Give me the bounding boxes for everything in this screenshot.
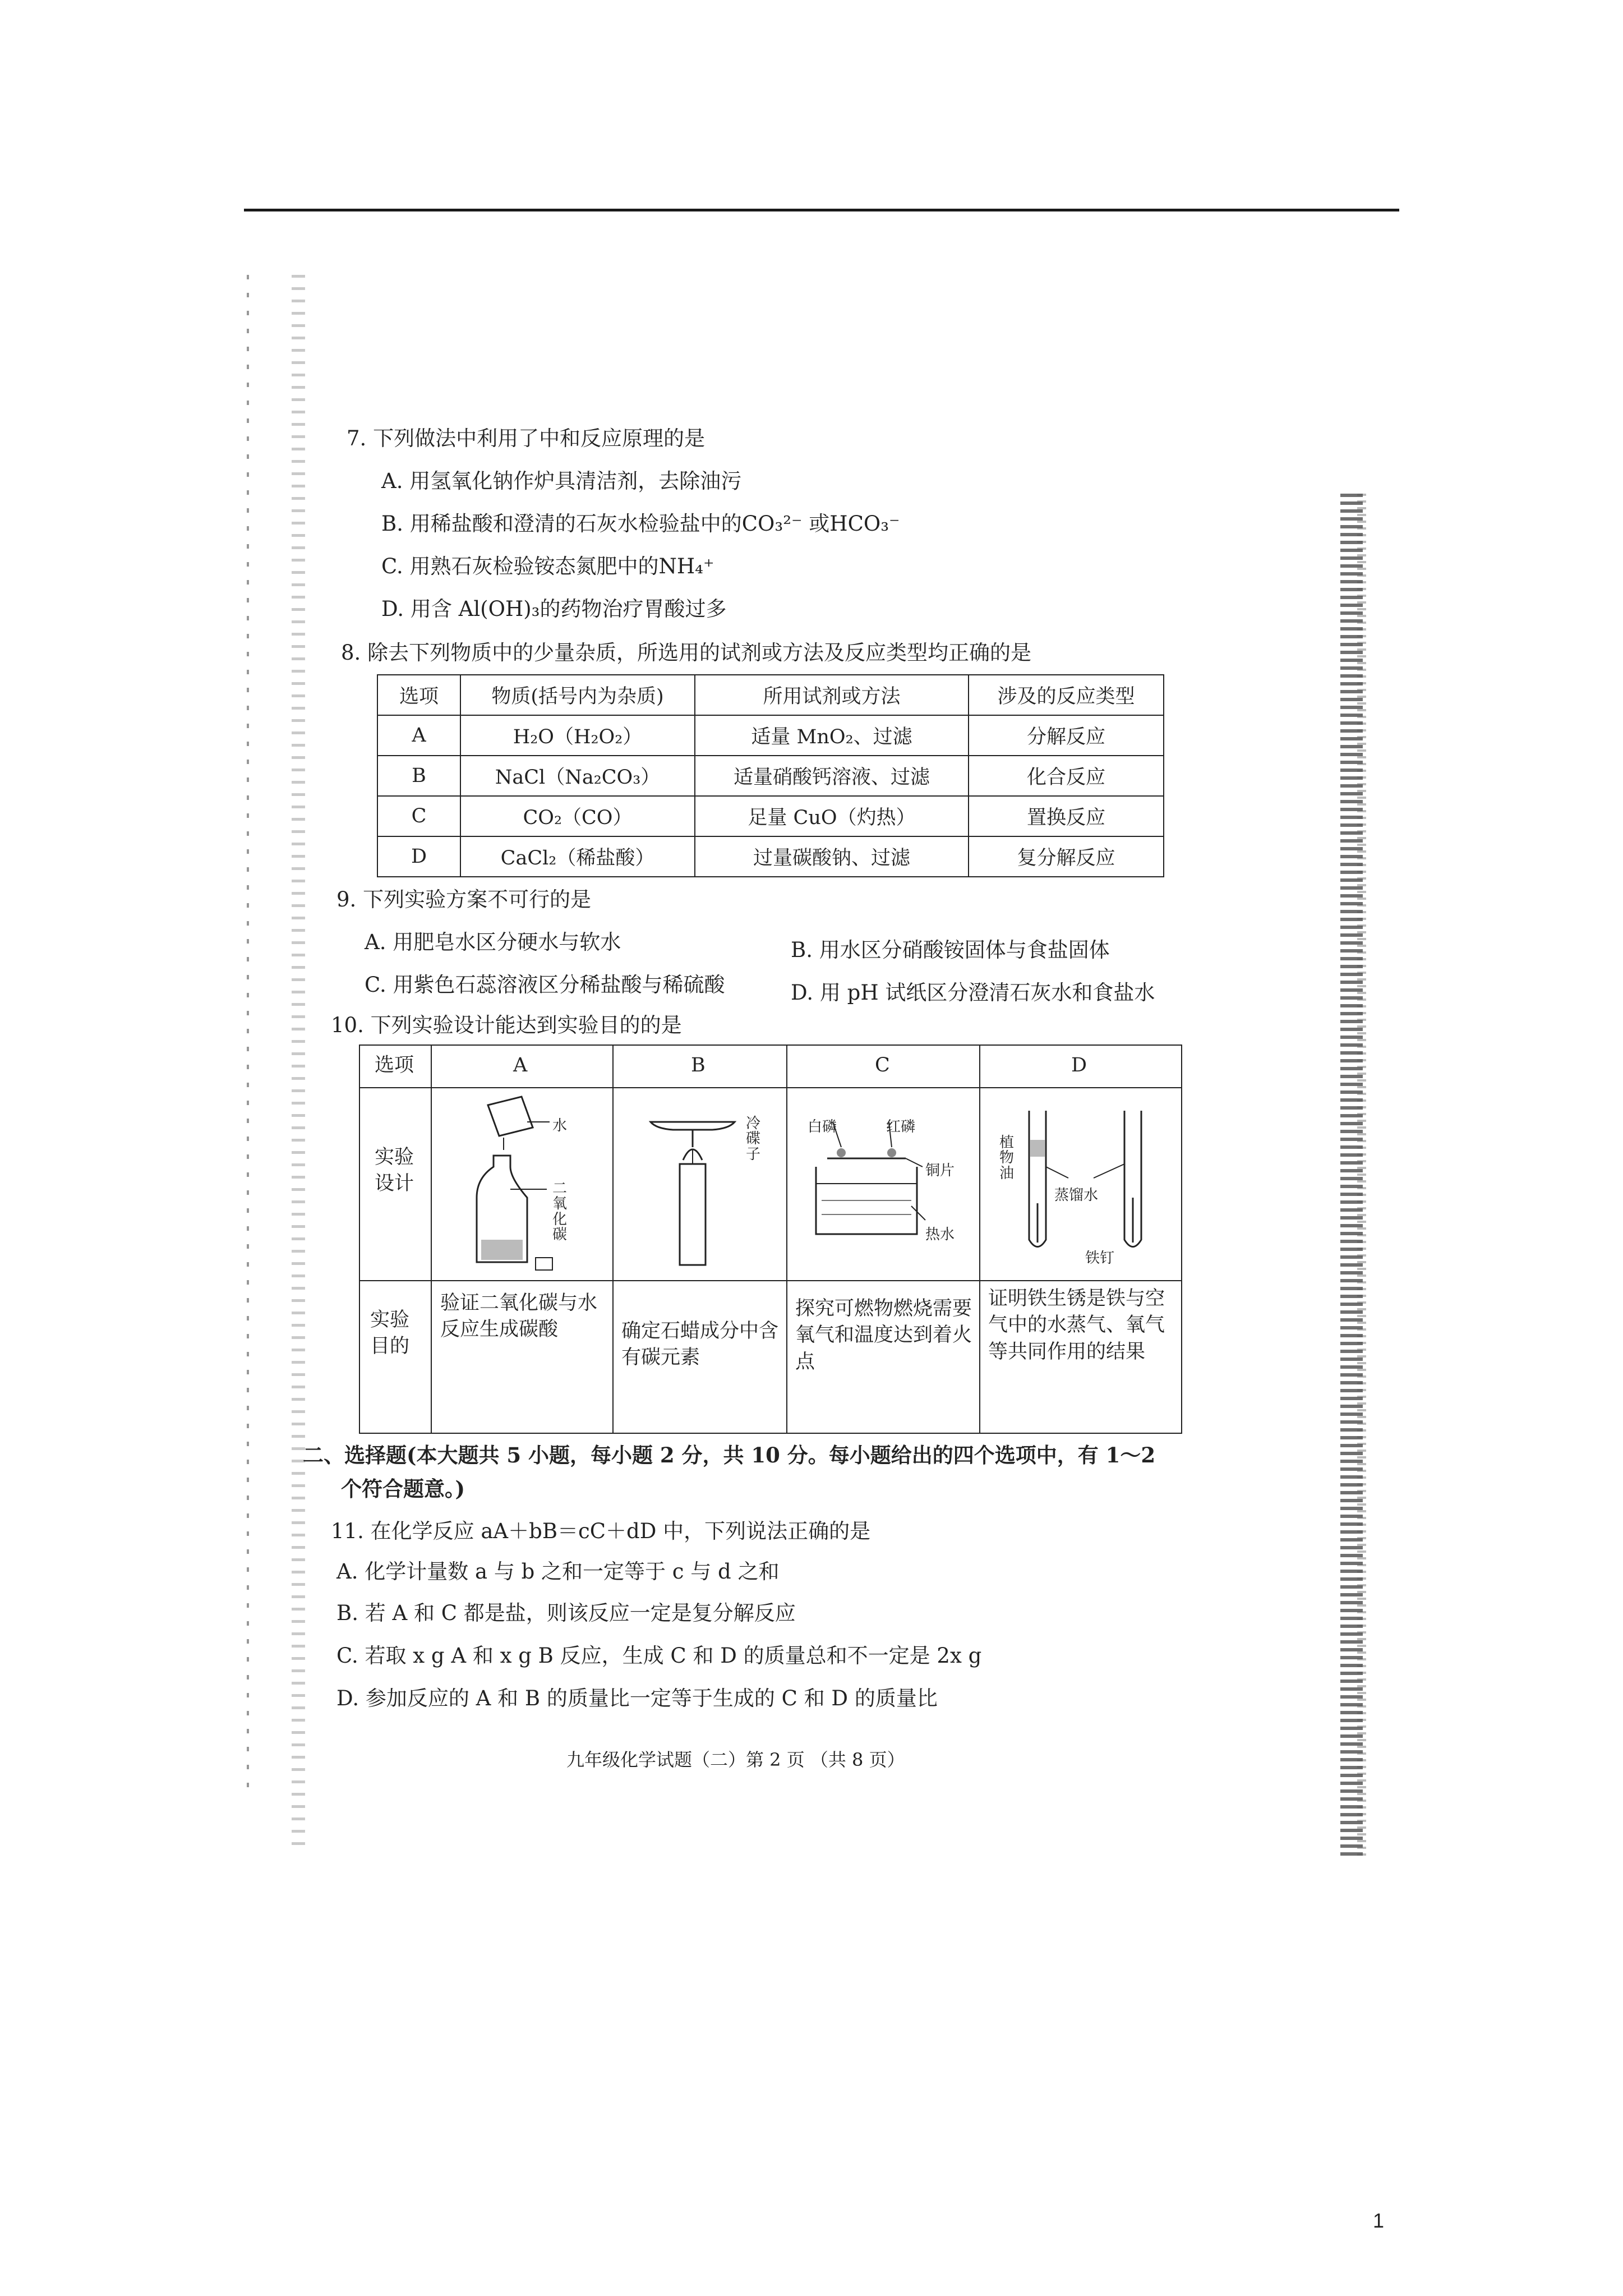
q8-stem: 8. 除去下列物质中的少量杂质，所选用的试剂或方法及反应类型均正确的是 — [341, 641, 1032, 665]
q11-option-d: D. 参加反应的 A 和 B 的质量比一定等于生成的 C 和 D 的质量比 — [336, 1686, 938, 1710]
q8-cell: CO₂（CO） — [460, 796, 695, 836]
q10-col-a: A — [513, 1054, 528, 1076]
q9-option-c: C. 用紫色石蕊溶液区分稀盐酸与稀硫酸 — [365, 973, 725, 997]
q10-label-water: 水 — [552, 1117, 568, 1134]
table-row — [377, 675, 1164, 715]
q11-option-c: C. 若取 x g A 和 x g B 反应，生成 C 和 D 的质量总和不一定是 2x g — [336, 1644, 982, 1668]
q10-purpose-d: 证明铁生锈是铁与空气中的水蒸气、氧气等共同作用的结果 — [988, 1287, 1165, 1363]
q10-diagram-a — [437, 1094, 606, 1276]
q10-label-red-phosphorus: 红磷 — [886, 1119, 916, 1135]
q9-option-a: A. 用肥皂水区分硬水与软水 — [365, 930, 621, 954]
q10-row-line — [359, 1087, 1181, 1088]
q11-option-a: A. 化学计量数 a 与 b 之和一定等于 c 与 d 之和 — [336, 1559, 780, 1584]
q10-label-hot-water: 热水 — [925, 1226, 955, 1243]
table-row — [377, 715, 1164, 756]
q10-row2-label: 实验目的 — [370, 1309, 410, 1358]
q10-row-line — [359, 1280, 1181, 1281]
table-row — [377, 796, 1164, 836]
q8-cell: 足量 CuO（灼热） — [695, 796, 969, 836]
q9-stem: 9. 下列实验方案不可行的是 — [336, 887, 592, 912]
q10-label-white-phosphorus: 白磷 — [808, 1119, 837, 1135]
top-rule — [244, 209, 1399, 211]
q10-label-distilled-water: 蒸馏水 — [1054, 1187, 1099, 1204]
q8-header-substance: 物质(括号内为杂质) — [460, 675, 695, 715]
q8-cell: D — [377, 836, 460, 877]
q10-label-nail: 铁钉 — [1085, 1250, 1115, 1267]
q10-col-c: C — [875, 1054, 890, 1076]
q7-stem: 7. 下列做法中利用了中和反应原理的是 — [347, 426, 706, 450]
section2-line2: 个符合题意。) — [341, 1476, 465, 1501]
q10-col-line — [431, 1045, 432, 1433]
q10-col-d: D — [1071, 1054, 1087, 1076]
q8-cell: B — [377, 756, 460, 796]
q10-stem: 10. 下列实验设计能达到实验目的的是 — [331, 1013, 682, 1037]
q10-purpose-a: 验证二氧化碳与水反应生成碳酸 — [440, 1292, 598, 1341]
q10-row1-label: 实验设计 — [375, 1146, 414, 1195]
q8-cell: 过量碳酸钠、过滤 — [695, 836, 969, 877]
q10-header-label: 选项 — [375, 1054, 414, 1076]
q8-cell: 化合反应 — [969, 756, 1164, 796]
section2-line1: 二、选择题(本大题共 5 小题，每小题 2 分，共 10 分。每小题给出的四个选项中，有 1～2 — [303, 1443, 1156, 1467]
q7-option-c: C. 用熟石灰检验铵态氮肥中的NH₄⁺ — [381, 554, 714, 578]
table-row — [377, 756, 1164, 796]
q10-label-plate: 冷碟子 — [746, 1115, 761, 1163]
q10-purpose-b: 确定石蜡成分中含有碳元素 — [621, 1320, 779, 1369]
q7-option-d: D. 用含 Al(OH)₃的药物治疗胃酸过多 — [381, 597, 727, 621]
q8-cell: NaCl（Na₂CO₃） — [460, 756, 695, 796]
q8-cell: 复分解反应 — [969, 836, 1164, 877]
scan-left-noise — [292, 275, 305, 1846]
q8-cell: 适量硝酸钙溶液、过滤 — [695, 756, 969, 796]
q10-purpose-c: 探究可燃物燃烧需要氧气和温度达到着火点 — [795, 1297, 972, 1373]
q7-option-b: B. 用稀盐酸和澄清的石灰水检验盐中的CO₃²⁻ 或HCO₃⁻ — [381, 512, 900, 536]
q8-cell: H₂O（H₂O₂） — [460, 715, 695, 756]
q10-label-copper: 铜片 — [925, 1162, 955, 1179]
q10-col-line — [786, 1045, 787, 1433]
q8-header-reaction: 涉及的反应类型 — [969, 675, 1164, 715]
q8-cell: 适量 MnO₂、过滤 — [695, 715, 969, 756]
q10-col-line — [612, 1045, 614, 1433]
q8-cell: 分解反应 — [969, 715, 1164, 756]
page-number: 1 — [1373, 2209, 1385, 2232]
q9-option-d: D. 用 pH 试纸区分澄清石灰水和食盐水 — [791, 981, 1155, 1005]
q11-stem: 11. 在化学反应 aA＋bB＝cC＋dD 中，下列说法正确的是 — [331, 1519, 871, 1543]
q8-header-reagent: 所用试剂或方法 — [695, 675, 969, 715]
q8-cell: C — [377, 796, 460, 836]
q8-cell: A — [377, 715, 460, 756]
q8-table — [377, 674, 1164, 877]
q11-option-b: B. 若 A 和 C 都是盐，则该反应一定是复分解反应 — [336, 1601, 796, 1625]
q8-cell: CaCl₂（稀盐酸） — [460, 836, 695, 877]
q10-label-co2: 二氧化碳 — [552, 1180, 568, 1243]
q10-col-line — [979, 1045, 980, 1433]
table-row — [377, 836, 1164, 877]
page-footer: 九年级化学试题（二）第 2 页 （共 8 页） — [566, 1749, 905, 1770]
q8-header-option: 选项 — [377, 675, 460, 715]
q9-option-b: B. 用水区分硝酸铵固体与食盐固体 — [791, 938, 1110, 962]
q10-label-oil: 植物油 — [999, 1134, 1015, 1182]
scan-right-noise-2 — [1357, 494, 1366, 1857]
scan-left-edge — [247, 275, 249, 1789]
q8-cell: 置换反应 — [969, 796, 1164, 836]
q10-col-b: B — [691, 1054, 706, 1076]
q7-option-a: A. 用氢氧化钠作炉具清洁剂，去除油污 — [381, 469, 742, 493]
